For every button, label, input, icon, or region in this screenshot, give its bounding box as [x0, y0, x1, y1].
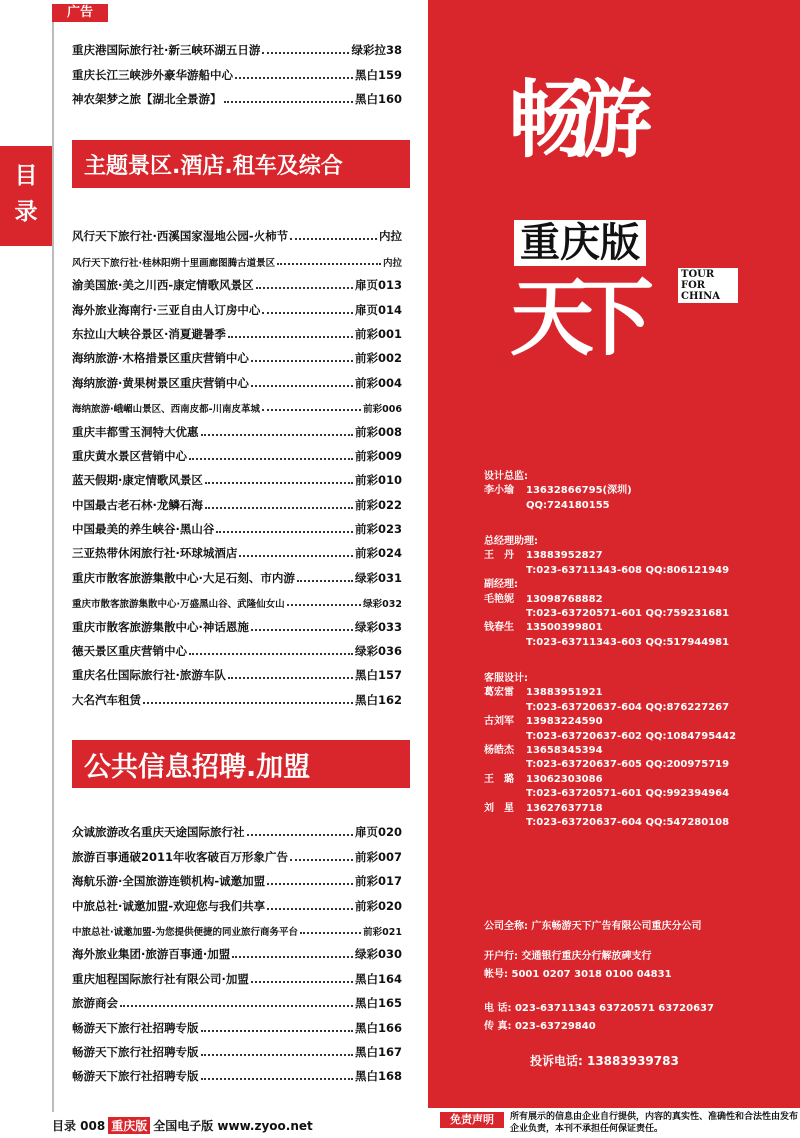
toc-item-title: 东拉山大峡谷景区·消夏避暑季: [72, 326, 226, 341]
toc-item-page: 前彩024: [354, 546, 402, 561]
toc-item-title: 风行天下旅行社·桂林阳朔十里画廊图腾古道景区: [72, 257, 276, 269]
side-tab-char: 录: [14, 199, 38, 225]
toc-item-leader-dots: [201, 1054, 353, 1056]
toc-item[interactable]: [72, 840, 402, 864]
toc-item-title: 神农架梦之旅【湖北全景游】: [72, 92, 222, 107]
contact-row: [484, 593, 729, 607]
toc-item[interactable]: [72, 865, 402, 889]
toc-item-page: 扉页014: [354, 302, 402, 317]
contact-mobile: 13627637718: [526, 802, 603, 814]
brand-logo: [508, 71, 738, 408]
contact-design: [484, 470, 632, 513]
contact-name: 李小瑜: [484, 485, 514, 497]
toc-item-title: 重庆市散客旅游集散中心·大足石刻、市内游: [72, 570, 295, 585]
contact-head: 副经理:: [484, 579, 518, 591]
toc-section-recruit: [72, 816, 402, 1084]
toc-item-title: 海纳旅游·黄果树景区重庆营销中心: [72, 375, 249, 390]
footer-page-label: 目录 008: [52, 1118, 106, 1133]
brand-char: 畅: [508, 71, 589, 169]
brand-char: 游: [568, 71, 649, 169]
toc-item-leader-dots: [297, 580, 353, 582]
toc-item-leader-dots: [277, 263, 381, 265]
toc-item-leader-dots: [228, 677, 353, 679]
toc-item-page: 绿彩032: [363, 599, 402, 611]
contact-name: 王 丹: [484, 550, 514, 562]
toc-item[interactable]: [72, 488, 402, 512]
contact-row: [484, 686, 736, 700]
toc-item[interactable]: [72, 1011, 402, 1035]
toc-item-leader-dots: [290, 859, 353, 861]
toc-item-page: 黑白160: [354, 92, 402, 107]
toc-item-page: 前彩006: [363, 404, 402, 416]
toc-item[interactable]: [72, 914, 402, 938]
contact-row: [484, 715, 736, 729]
toc-item-page: 前彩004: [354, 375, 402, 390]
toc-item-leader-dots: [232, 956, 353, 958]
contact-head: 总经理助理:: [484, 536, 538, 547]
section-banner-recruit: 公共信息招聘.加盟: [72, 740, 410, 788]
toc-item-title: 海外旅业集团·旅游百事通·加盟: [72, 947, 231, 962]
contact-mobile: 13098768882: [526, 593, 603, 605]
side-tab-toc: [0, 146, 52, 246]
toc-item-title: 风行天下旅行社·西溪国家湿地公园-火柿节: [72, 229, 289, 244]
left-border-line: [52, 22, 54, 1112]
toc-item-title: 重庆市散客旅游集散中心·神话恩施: [72, 619, 249, 634]
toc-item[interactable]: [72, 683, 402, 707]
toc-item-title: 重庆名仕国际旅行社·旅游车队: [72, 668, 226, 683]
toc-item-leader-dots: [251, 360, 353, 362]
toc-item-title: 海外旅业海南行·三亚自由人订房中心: [72, 302, 261, 317]
contact-row: [484, 744, 736, 758]
toc-item-page: 前彩020: [354, 898, 402, 913]
toc-item[interactable]: [72, 440, 402, 464]
toc-item[interactable]: [72, 34, 402, 58]
toc-item[interactable]: [72, 537, 402, 561]
toc-item-leader-dots: [300, 932, 361, 934]
contact-name: 毛艳妮: [484, 593, 514, 605]
toc-item[interactable]: [72, 391, 402, 415]
brand-subtitle: 重庆版: [514, 220, 646, 266]
toc-item-leader-dots: [201, 1030, 353, 1032]
contact-name: 王 璐: [484, 773, 514, 785]
contact-tel-qq: T:023-63720637-605 QQ:200975719: [526, 759, 730, 771]
toc-item[interactable]: [72, 962, 402, 986]
toc-item[interactable]: [72, 1036, 402, 1060]
toc-item-page: 黑白167: [354, 1044, 402, 1059]
toc-item-leader-dots: [201, 1078, 353, 1080]
toc-item-leader-dots: [251, 385, 353, 387]
toc-item[interactable]: [72, 293, 402, 317]
contact-tel-qq: T:023-63720637-604 QQ:547280108: [526, 817, 730, 829]
contact-tel-qq: T:023-63711343-603 QQ:517944981: [526, 636, 730, 648]
toc-item-page: 黑白165: [354, 996, 402, 1011]
toc-item-page: 绿彩036: [354, 644, 402, 659]
toc-item-title: 畅游天下旅行社招聘专版: [72, 1044, 199, 1059]
toc-item-leader-dots: [143, 702, 353, 704]
toc-item-title: 重庆港国际旅行社·新三峡环湖五日游: [72, 43, 261, 58]
contact-mobile: 13983224590: [526, 716, 603, 728]
toc-item-page: 黑白168: [354, 1069, 402, 1084]
contact-name: 钱春生: [484, 622, 514, 634]
toc-item-title: 中国最古老石林·龙鳞石海: [72, 497, 203, 512]
contact-row: [484, 802, 736, 816]
toc-item-page: 前彩017: [354, 874, 402, 889]
side-tab-char: 目: [14, 163, 38, 189]
toc-item[interactable]: [72, 415, 402, 439]
toc-item-leader-dots: [247, 834, 353, 836]
contact-name: 古刘军: [484, 716, 514, 728]
toc-item-title: 旅游商会: [72, 996, 118, 1011]
contact-head: 客服设计:: [484, 673, 528, 684]
contact-gm-assistant: [484, 535, 729, 650]
toc-item[interactable]: [72, 269, 402, 293]
toc-item-page: 前彩008: [354, 424, 402, 439]
toc-item[interactable]: [72, 220, 402, 244]
toc-item-page: 内拉: [379, 229, 402, 244]
toc-item[interactable]: [72, 659, 402, 683]
toc-item[interactable]: [72, 513, 402, 537]
contact-mobile: 13883952827: [526, 550, 603, 562]
toc-item-page: 前彩023: [354, 522, 402, 537]
disclaimer-label: 免责声明: [440, 1112, 504, 1128]
contact-tel-qq: T:023-63720571-601 QQ:992394964: [526, 788, 730, 800]
toc-item-title: 畅游天下旅行社招聘专版: [72, 1069, 199, 1084]
contact-head: 设计总监:: [484, 471, 528, 482]
toc-item-leader-dots: [290, 238, 377, 240]
brand-english: TOUR FOR CHINA: [678, 268, 738, 303]
toc-item-leader-dots: [189, 458, 353, 460]
toc-item-leader-dots: [228, 336, 353, 338]
toc-item-page: 绿彩030: [354, 947, 402, 962]
contact-tel-qq: T:023-63720571-601 QQ:759231681: [526, 608, 730, 620]
toc-item-leader-dots: [235, 77, 353, 79]
toc-item-page: 前彩001: [354, 326, 402, 341]
contact-tel-qq: T:023-63711343-608 QQ:806121949: [526, 564, 730, 576]
toc-item-leader-dots: [120, 1005, 353, 1007]
toc-item-title: 德天景区重庆营销中心: [72, 644, 187, 659]
toc-item-title: 海纳旅游·峨嵋山景区、西南皮都-川南皮革城: [72, 404, 261, 416]
toc-item-page: 内拉: [382, 257, 402, 269]
toc-item-title: 众诚旅游改名重庆天途国际旅行社: [72, 825, 245, 840]
toc-item-leader-dots: [205, 507, 353, 509]
toc-item[interactable]: [72, 816, 402, 840]
toc-item[interactable]: [72, 58, 402, 82]
toc-item[interactable]: [72, 987, 402, 1011]
ad-tag: 广告: [52, 4, 108, 22]
toc-item-leader-dots: [267, 908, 353, 910]
toc-item-leader-dots: [262, 409, 361, 411]
toc-item-title: 中旅总社·诚邀加盟-为您提供便捷的同业旅行商务平台: [72, 926, 299, 938]
toc-item-leader-dots: [256, 287, 353, 289]
toc-item-title: 中旅总社·诚邀加盟-欢迎您与我们共享: [72, 898, 266, 913]
contact-mobile: 13062303086: [526, 773, 603, 785]
toc-section-scenic: [72, 220, 402, 708]
toc-item[interactable]: [72, 244, 402, 268]
toc-item[interactable]: [72, 938, 402, 962]
toc-item-page: 前彩021: [363, 926, 402, 938]
toc-item-page: 扉页013: [354, 278, 402, 293]
toc-item[interactable]: [72, 586, 402, 610]
toc-item[interactable]: [72, 366, 402, 390]
toc-item-page: 黑白157: [354, 668, 402, 683]
contact-mobile: 13500399801: [526, 622, 603, 634]
toc-item[interactable]: [72, 342, 402, 366]
toc-item-title: 海纳旅游·木格措景区重庆营销中心: [72, 351, 249, 366]
toc-item-title: 重庆市散客旅游集散中心·万盛黑山谷、武隆仙女山: [72, 599, 285, 611]
contact-name: 刘 星: [484, 802, 514, 814]
toc-item-leader-dots: [216, 531, 353, 533]
bank-name: 开户行: 交通银行重庆分行解放碑支行: [484, 951, 652, 962]
toc-item[interactable]: [72, 889, 402, 913]
toc-item[interactable]: [72, 464, 402, 488]
toc-item[interactable]: [72, 83, 402, 107]
toc-item-title: 海航乐游·全国旅游连锁机构-诚邀加盟: [72, 874, 266, 889]
toc-item-page: 黑白166: [354, 1020, 402, 1035]
toc-item-title: 渝美国旅·美之川西-康定情歌风景区: [72, 278, 254, 293]
brand-char: 下: [570, 269, 651, 367]
toc-item-page: 绿彩033: [354, 619, 402, 634]
toc-item-title: 重庆旭程国际旅行社有限公司·加盟: [72, 971, 249, 986]
toc-item-leader-dots: [251, 981, 353, 983]
toc-item-page: 前彩007: [354, 849, 402, 864]
disclaimer-text: 所有展示的信息由企业自行提供，内容的真实性、准确性和合法性由发布企业负责，本刊不承担任何保证责任。: [510, 1112, 799, 1134]
toc-item-title: 大名汽车租赁: [72, 692, 141, 707]
toc-item-leader-dots: [224, 101, 353, 103]
toc-item-page: 绿彩拉38: [351, 43, 402, 58]
toc-item-page: 前彩022: [354, 497, 402, 512]
toc-top-list: [72, 34, 402, 107]
footer-edition-badge: 重庆版: [108, 1117, 150, 1134]
toc-item-title: 中国最美的养生峡谷·黑山谷: [72, 522, 215, 537]
toc-item-leader-dots: [189, 653, 353, 655]
toc-item[interactable]: [72, 1060, 402, 1084]
toc-item-leader-dots: [251, 629, 353, 631]
toc-item-title: 重庆丰都雪玉洞特大优惠: [72, 424, 199, 439]
company-name: 公司全称: 广东畅游天下广告有限公司重庆分公司: [484, 921, 702, 932]
toc-item-title: 畅游天下旅行社招聘专版: [72, 1020, 199, 1035]
fax: 传 真: 023-63729840: [484, 1021, 596, 1032]
contact-row: [484, 484, 632, 498]
contact-mobile: 13658345394: [526, 745, 603, 757]
footer-site-link[interactable]: 全国电子版 www.zyoo.net: [153, 1118, 313, 1133]
toc-item-leader-dots: [287, 604, 362, 606]
toc-item-page: 前彩002: [354, 351, 402, 366]
contact-mobile: 13883951921: [526, 687, 603, 699]
toc-item-leader-dots: [262, 52, 349, 54]
toc-item-page: 黑白164: [354, 971, 402, 986]
toc-item-title: 重庆长江三峡涉外豪华游船中心: [72, 67, 233, 82]
toc-item-title: 旅游百事通破2011年收客破百万形象广告: [72, 849, 289, 864]
toc-item-page: 扉页020: [354, 825, 402, 840]
toc-item-page: 绿彩031: [354, 570, 402, 585]
contact-row: [484, 621, 729, 635]
contact-tel-qq: T:023-63720637-604 QQ:876227267: [526, 701, 730, 713]
toc-item[interactable]: [72, 318, 402, 342]
toc-item-leader-dots: [262, 312, 353, 314]
toc-item-leader-dots: [201, 434, 353, 436]
section-banner-scenic: 主题景区.酒店.租车及综合: [72, 140, 410, 188]
bank-account: 帐号: 5001 0207 3018 0100 04831: [484, 969, 672, 980]
phone: 电 话: 023-63711343 63720571 63720637: [484, 1003, 714, 1014]
contact-row: [484, 549, 729, 563]
toc-item-leader-dots: [205, 482, 353, 484]
contact-row: [484, 773, 736, 787]
toc-item[interactable]: [72, 561, 402, 585]
toc-item-page: 前彩009: [354, 448, 402, 463]
toc-item-leader-dots: [267, 883, 353, 885]
toc-item-title: 重庆黄水景区营销中心: [72, 448, 187, 463]
toc-item[interactable]: [72, 610, 402, 634]
brand-char: 天: [510, 269, 591, 367]
contact-customer-service: [484, 672, 736, 830]
right-info-panel: [428, 0, 800, 1108]
contact-mobile: 13632866795(深圳): [526, 485, 632, 497]
complaint-phone: 投诉电话: 13883939783: [530, 1054, 679, 1068]
toc-item-title: 三亚热带休闲旅行社·环球城酒店: [72, 546, 238, 561]
contact-name: 葛宏雷: [484, 687, 514, 699]
toc-item-leader-dots: [239, 555, 353, 557]
toc-item[interactable]: [72, 635, 402, 659]
company-info: [484, 918, 714, 1070]
toc-item-title: 蓝天假期·康定情歌风景区: [72, 473, 203, 488]
contact-tel-qq: QQ:724180155: [526, 499, 610, 511]
contact-tel-qq: T:023-63720637-602 QQ:1084795442: [526, 730, 737, 742]
toc-item-page: 前彩010: [354, 473, 402, 488]
toc-item-page: 黑白159: [354, 67, 402, 82]
toc-item-page: 黑白162: [354, 692, 402, 707]
contact-name: 杨皓杰: [484, 745, 514, 757]
